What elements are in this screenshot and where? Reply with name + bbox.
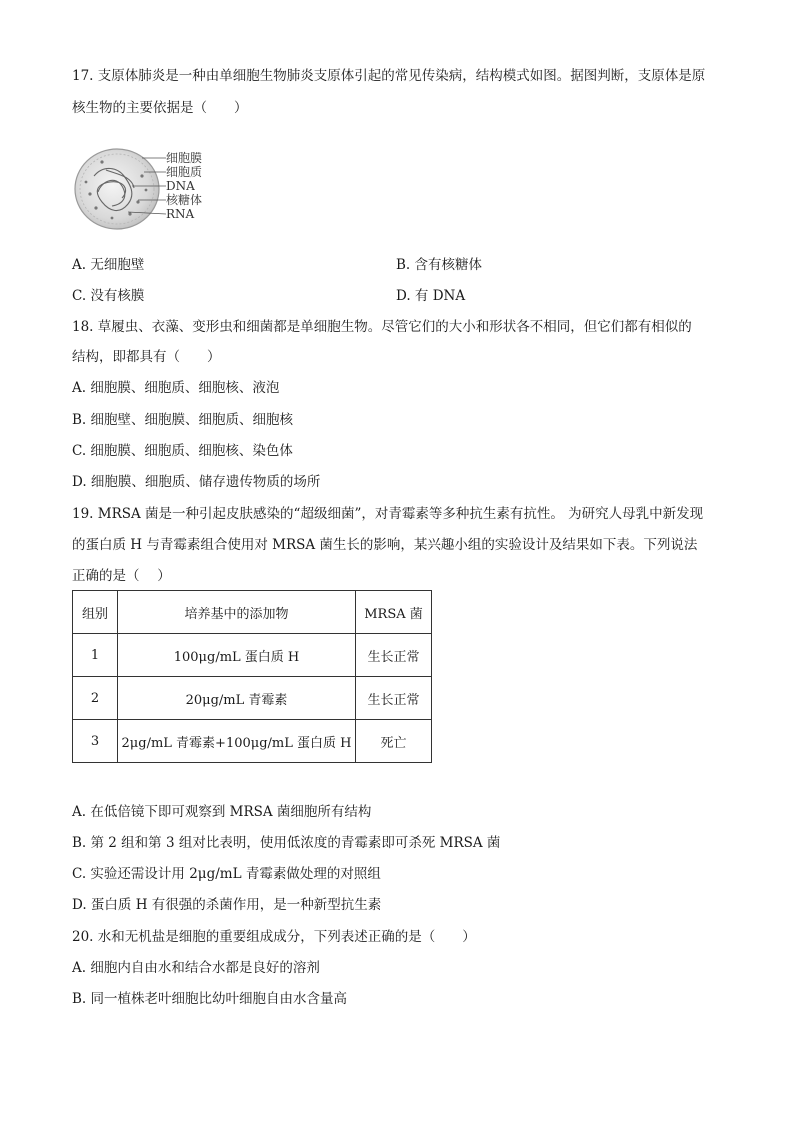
q18-option-c: C. 细胞膜、细胞质、细胞核、染色体: [72, 443, 293, 459]
header-additive: 培养基中的添加物: [118, 591, 356, 634]
experiment-table: [72, 590, 432, 763]
label-cell-membrane: 细胞膜: [166, 151, 203, 165]
q19-stem-line2: 的蛋白质 H 与青霉素组合使用对 MRSA 菌生长的影响，某兴趣小组的实验设计及结果如下表。下列说法: [72, 537, 698, 553]
q19-option-a: A. 在低倍镜下即可观察到 MRSA 菌细胞所有结构: [72, 804, 372, 820]
table-cell: 3: [73, 720, 118, 763]
table-cell: 1: [73, 634, 118, 677]
label-cytoplasm: 细胞质: [166, 165, 203, 179]
q19-stem-line3: 正确的是（ ）: [72, 568, 171, 584]
label-rna: RNA: [166, 207, 195, 221]
table-row: [73, 634, 432, 677]
header-group: 组别: [73, 591, 118, 634]
q18-stem-line2: 结构，即都具有（ ）: [72, 349, 221, 365]
table-cell: 2: [73, 677, 118, 720]
q17-stem-line2: 核生物的主要依据是（ ）: [72, 100, 248, 116]
q19-option-b: B. 第 2 组和第 3 组对比表明，使用低浓度的青霉素即可杀死 MRSA 菌: [72, 835, 501, 851]
q17-option-a: A. 无细胞壁: [72, 257, 145, 273]
table-cell: 2μg/mL 青霉素+100μg/mL 蛋白质 H: [118, 720, 356, 763]
mycoplasma-structure-diagram: [72, 146, 242, 232]
table-header-row: [73, 591, 432, 634]
table-cell: 死亡: [356, 720, 432, 763]
label-ribosome: 核糖体: [166, 193, 203, 207]
q20-option-b: B. 同一植株老叶细胞比幼叶细胞自由水含量高: [72, 991, 348, 1007]
table-row: [73, 720, 432, 763]
q17-option-b: B. 含有核糖体: [396, 257, 483, 273]
label-dna: DNA: [166, 179, 195, 193]
table-cell: 20μg/mL 青霉素: [118, 677, 356, 720]
table-cell: 生长正常: [356, 677, 432, 720]
q20-stem-line1: 20. 水和无机盐是细胞的重要组成成分，下列表述正确的是（ ）: [72, 929, 476, 945]
q19-stem-line1: 19. MRSA 菌是一种引起皮肤感染的“超级细菌”，对青霉素等多种抗生素有抗性。 为研究人母乳中新发现: [72, 506, 704, 522]
q18-option-d: D. 细胞膜、细胞质、储存遗传物质的场所: [72, 474, 321, 490]
q20-option-a: A. 细胞内自由水和结合水都是良好的溶剂: [72, 960, 320, 976]
q18-stem-line1: 18. 草履虫、衣藻、变形虫和细菌都是单细胞生物。尽管它们的大小和形状各不相同，但它们都有相似的: [72, 319, 692, 335]
q18-option-b: B. 细胞壁、细胞膜、细胞质、细胞核: [72, 412, 294, 428]
q17-option-c: C. 没有核膜: [72, 288, 145, 304]
q18-option-a: A. 细胞膜、细胞质、细胞核、液泡: [72, 380, 280, 396]
q19-option-d: D. 蛋白质 H 有很强的杀菌作用，是一种新型抗生素: [72, 897, 382, 913]
header-mrsa: MRSA 菌: [356, 591, 432, 634]
table-cell: 100μg/mL 蛋白质 H: [118, 634, 356, 677]
table-cell: 生长正常: [356, 634, 432, 677]
q17-option-d: D. 有 DNA: [396, 288, 466, 304]
q19-option-c: C. 实验还需设计用 2μg/mL 青霉素做处理的对照组: [72, 866, 381, 882]
figure-labels: [166, 151, 202, 221]
table-row: [73, 677, 432, 720]
q17-stem-line1: 17. 支原体肺炎是一种由单细胞生物肺炎支原体引起的常见传染病，结构模式如图。据图判断，支原体是原: [72, 68, 706, 84]
